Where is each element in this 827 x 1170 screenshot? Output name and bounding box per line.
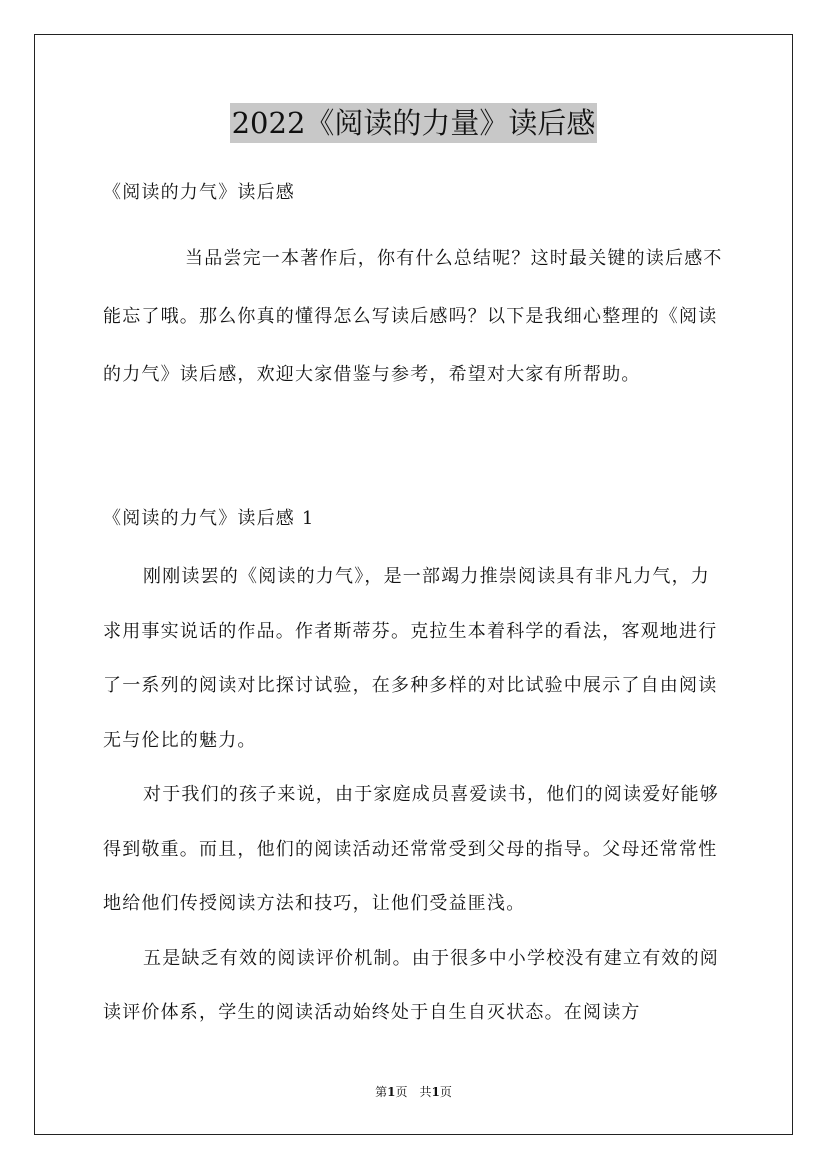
footer-total-pages: 1 bbox=[431, 1085, 440, 1099]
footer-current-page: 1 bbox=[387, 1085, 396, 1099]
footer-suffix: 页 bbox=[439, 1085, 452, 1099]
title-container bbox=[0, 103, 827, 143]
intro-paragraph: 当品尝完一本著作后，你有什么总结呢？这时最关键的读后感不能忘了哦。那么你真的懂得怎么写读后感吗？以下是我细心整理的《阅读的力气》读后感，欢迎大家借鉴与参考，希望对大家有所帮助。 bbox=[103, 248, 723, 385]
essay-body bbox=[103, 550, 728, 1041]
body-paragraph: 刚刚读罢的《阅读的力气》，是一部竭力推崇阅读具有非凡力气，力求用事实说话的作品。作者斯蒂芬。克拉生本着科学的看法，客观地进行了一系列的阅读对比探讨试验，在多种多样的对比试验中展示了自由阅读无与伦比的魅力。 bbox=[103, 566, 718, 751]
body-paragraph: 对于我们的孩子来说，由于家庭成员喜爱读书，他们的阅读爱好能够得到敬重。而且，他们的阅读活动还常常受到父母的指导。父母还常常性地给他们传授阅读方法和技巧，让他们受益匪浅。 bbox=[103, 784, 719, 914]
document-subtitle: 《阅读的力气》读后感 bbox=[103, 182, 295, 203]
page-footer bbox=[0, 1082, 827, 1102]
document-title: 2022《阅读的力量》读后感 bbox=[230, 103, 598, 143]
footer-prefix: 第 bbox=[375, 1085, 388, 1099]
section-heading: 《阅读的力气》读后感 1 bbox=[103, 508, 315, 529]
footer-mid: 页 共 bbox=[395, 1085, 432, 1099]
body-paragraph: 五是缺乏有效的阅读评价机制。由于很多中小学校没有建立有效的阅读评价体系，学生的阅读活动始终处于自生自灭状态。在阅读方 bbox=[103, 947, 719, 1023]
